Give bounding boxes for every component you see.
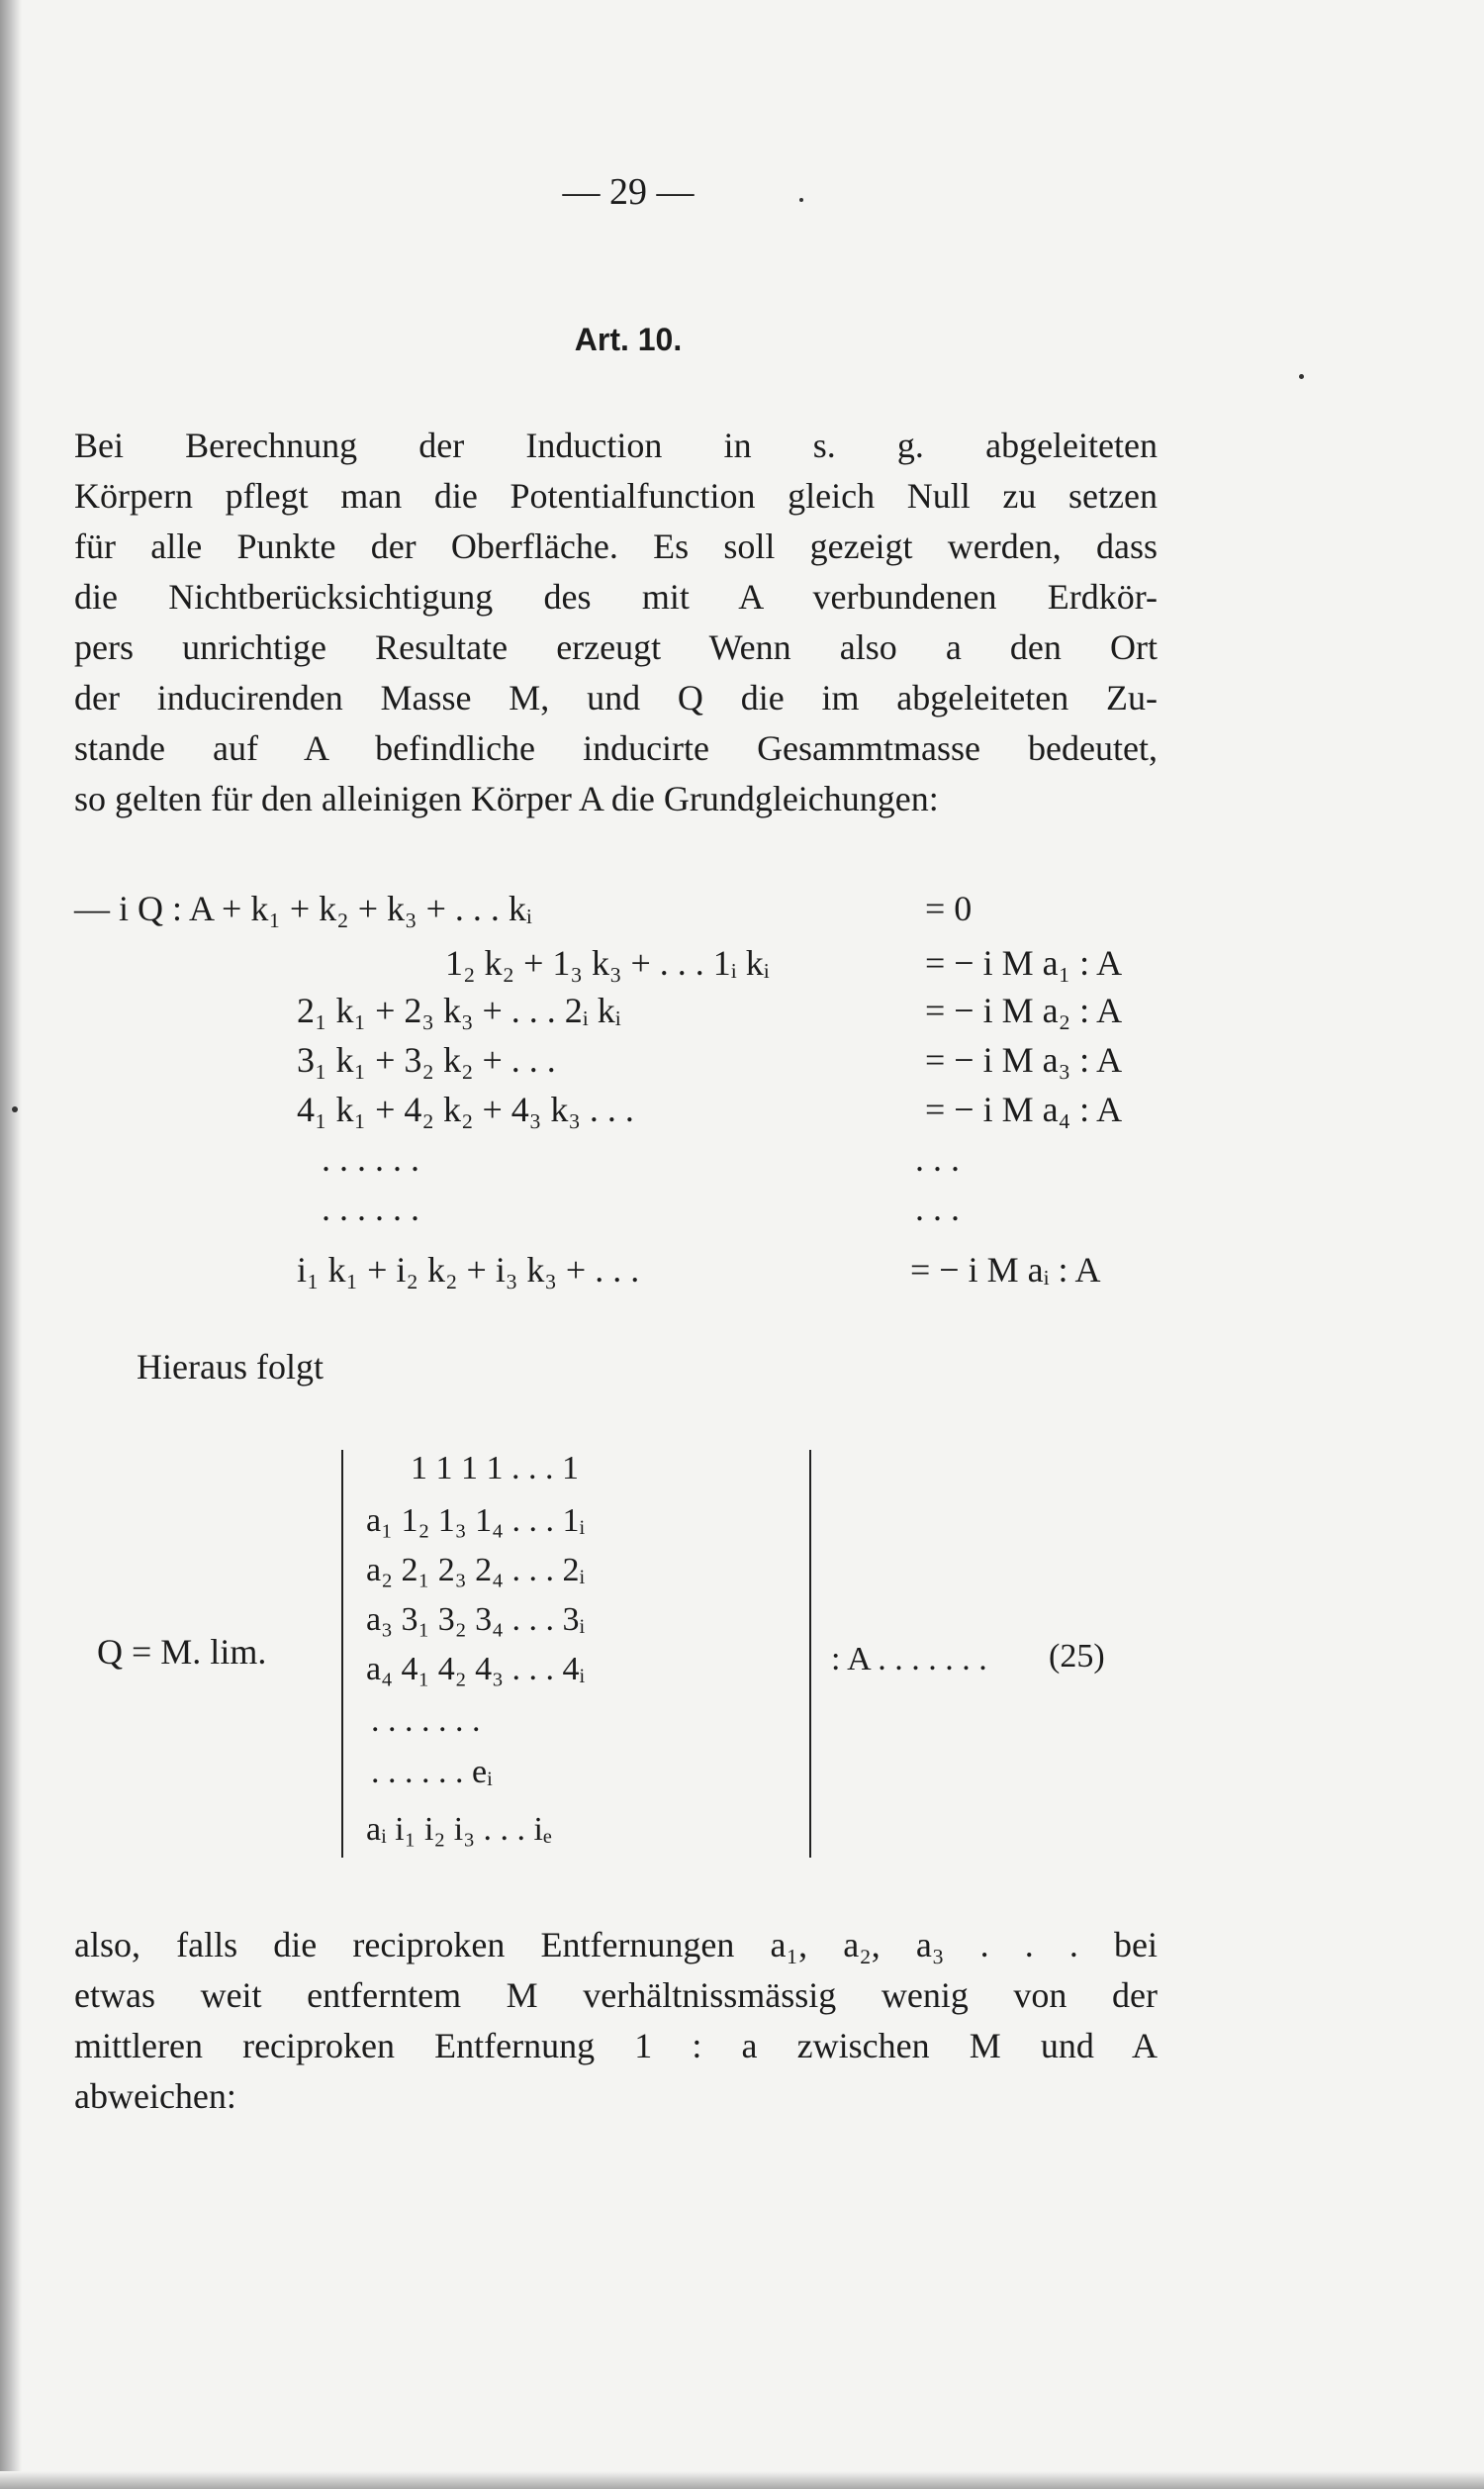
determinant-row: 1 1 1 1 . . . 1 <box>411 1450 579 1486</box>
equation-2-left: 2₁ k₁ + 2₃ k₃ + . . . 2ᵢ kᵢ <box>297 991 621 1030</box>
paragraph-conclusion <box>74 1920 1158 2122</box>
equation-3-left: 3₁ k₁ + 3₂ k₂ + . . . <box>297 1040 556 1080</box>
text-line: etwas weit entferntem M verhältnissmässig wenig von der <box>74 1975 1158 2015</box>
equation-3-right: = − i M a₃ : A <box>925 1040 1123 1080</box>
determinant-row: . . . . . . eᵢ <box>371 1754 493 1790</box>
text-line: stande auf A befindliche inducirte Gesammtmasse bedeutet, <box>74 728 1158 768</box>
equation-dots-2-right: . . . <box>915 1189 960 1228</box>
equation-0-right: = 0 <box>925 889 973 928</box>
equation-dots-2-left: . . . . . . <box>322 1189 419 1228</box>
text-line: mittleren reciproken Entfernung 1 : a zwischen M und A <box>74 2026 1158 2065</box>
hieraus-folgt: Hieraus folgt <box>137 1347 324 1387</box>
print-speck <box>12 1106 18 1112</box>
equation-4-right: = − i M a₄ : A <box>925 1090 1123 1129</box>
text-line: die Nichtberücksichtigung des mit A verbundenen Erdkör- <box>74 577 1158 617</box>
determinant-right-bar <box>809 1450 811 1858</box>
equation-i-left: i₁ k₁ + i₂ k₂ + i₃ k₃ + . . . <box>297 1250 640 1290</box>
formula-suffix: : A . . . . . . . <box>831 1641 987 1677</box>
determinant-row: a₂ 2₁ 2₃ 2₄ . . . 2ᵢ <box>366 1552 586 1588</box>
equation-2-right: = − i M a₂ : A <box>925 991 1123 1030</box>
print-speck <box>1299 374 1304 379</box>
equation-dots-1-right: . . . <box>915 1139 960 1179</box>
page-number: — 29 — <box>562 171 695 213</box>
page-binding-shadow <box>0 0 22 2489</box>
equation-1-right: = − i M a₁ : A <box>925 943 1123 983</box>
text-line: also, falls die reciproken Entfernungen a₁, a₂, a₃ . . . bei <box>74 1925 1158 1964</box>
determinant-row: a₄ 4₁ 4₂ 4₃ . . . 4ᵢ <box>366 1651 586 1687</box>
text-line: pers unrichtige Resultate erzeugt Wenn also a den Ort <box>74 627 1158 667</box>
page-bottom-shadow <box>0 2471 1484 2489</box>
equation-i-right: = − i M aᵢ : A <box>910 1250 1101 1290</box>
determinant-row: a₁ 1₂ 1₃ 1₄ . . . 1ᵢ <box>366 1502 586 1539</box>
equation-0-left: — i Q : A + k₁ + k₂ + k₃ + . . . kᵢ <box>74 889 532 928</box>
determinant-row: aᵢ i₁ i₂ i₃ . . . iₑ <box>366 1811 552 1848</box>
formula-label: Q = M. lim. <box>97 1632 267 1672</box>
equation-number: (25) <box>1049 1638 1105 1675</box>
text-line: Bei Berechnung der Induction in s. g. abgeleiteten <box>74 426 1158 465</box>
text-line: so gelten für den alleinigen Körper A die Grundgleichungen: <box>74 779 939 818</box>
equation-1-left: 1₂ k₂ + 1₃ k₃ + . . . 1ᵢ kᵢ <box>445 943 770 983</box>
text-line: abweichen: <box>74 2076 236 2116</box>
determinant-row: . . . . . . . <box>371 1702 481 1739</box>
equation-4-left: 4₁ k₁ + 4₂ k₂ + 4₃ k₃ . . . <box>297 1090 634 1129</box>
determinant-left-bar <box>341 1450 343 1858</box>
text-line: für alle Punkte der Oberfläche. Es soll gezeigt werden, dass <box>74 527 1158 566</box>
text-line: der inducirenden Masse M, und Q die im abgeleiteten Zu- <box>74 678 1158 718</box>
print-speck <box>799 198 803 202</box>
determinant-row: a₃ 3₁ 3₂ 3₄ . . . 3ᵢ <box>366 1601 586 1638</box>
paragraph-intro <box>74 421 1158 824</box>
equation-dots-1-left: . . . . . . <box>322 1139 419 1179</box>
text-line: Körpern pflegt man die Potentialfunction gleich Null zu setzen <box>74 476 1158 516</box>
article-heading: Art. 10. <box>574 322 683 357</box>
